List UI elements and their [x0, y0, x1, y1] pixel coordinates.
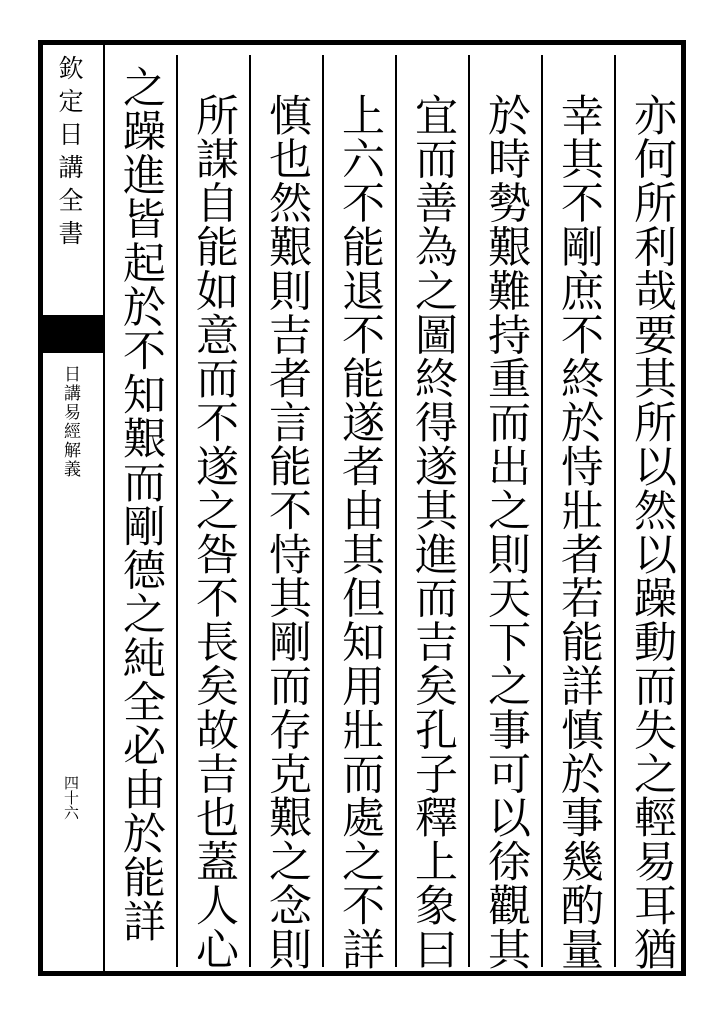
fish-tail-mark	[43, 315, 103, 353]
text-column	[322, 55, 395, 971]
text-column	[614, 55, 687, 971]
page-frame	[38, 40, 686, 976]
text-line: 於時勢艱難持重而出之則天下之事可以徐觀其	[481, 93, 531, 971]
text-line: 幸其不剛庶不終於恃壯者若能詳慎於事幾酌量	[554, 93, 604, 971]
text-line: 上六不能退不能遂者由其但知用壯而處之不詳	[335, 93, 385, 971]
book-title: 欽定日講全書	[55, 55, 84, 253]
text-line: 之躁進皆起於不知艱而剛德之純全必由於能詳	[116, 65, 166, 943]
text-column	[541, 55, 614, 971]
page-margin-strip	[43, 45, 105, 971]
text-column	[176, 55, 249, 971]
text-line: 亦何所利哉要其所以然以躁動而失之輕易耳猶	[627, 93, 677, 971]
text-line: 宜而善為之圖終得遂其進而吉矣孔子釋上象曰	[408, 93, 458, 971]
section-title: 日講易經解義	[60, 365, 80, 479]
text-line: 所謀自能如意而不遂之咎不長矣故吉也蓋人心	[189, 93, 239, 971]
text-line: 慎也然艱則吉者言能不恃其剛而存克艱之念則	[262, 93, 312, 971]
page-number: 四十六	[62, 775, 80, 820]
text-column	[249, 55, 322, 971]
text-column	[395, 55, 468, 971]
text-column	[468, 55, 541, 971]
text-column	[103, 55, 176, 967]
